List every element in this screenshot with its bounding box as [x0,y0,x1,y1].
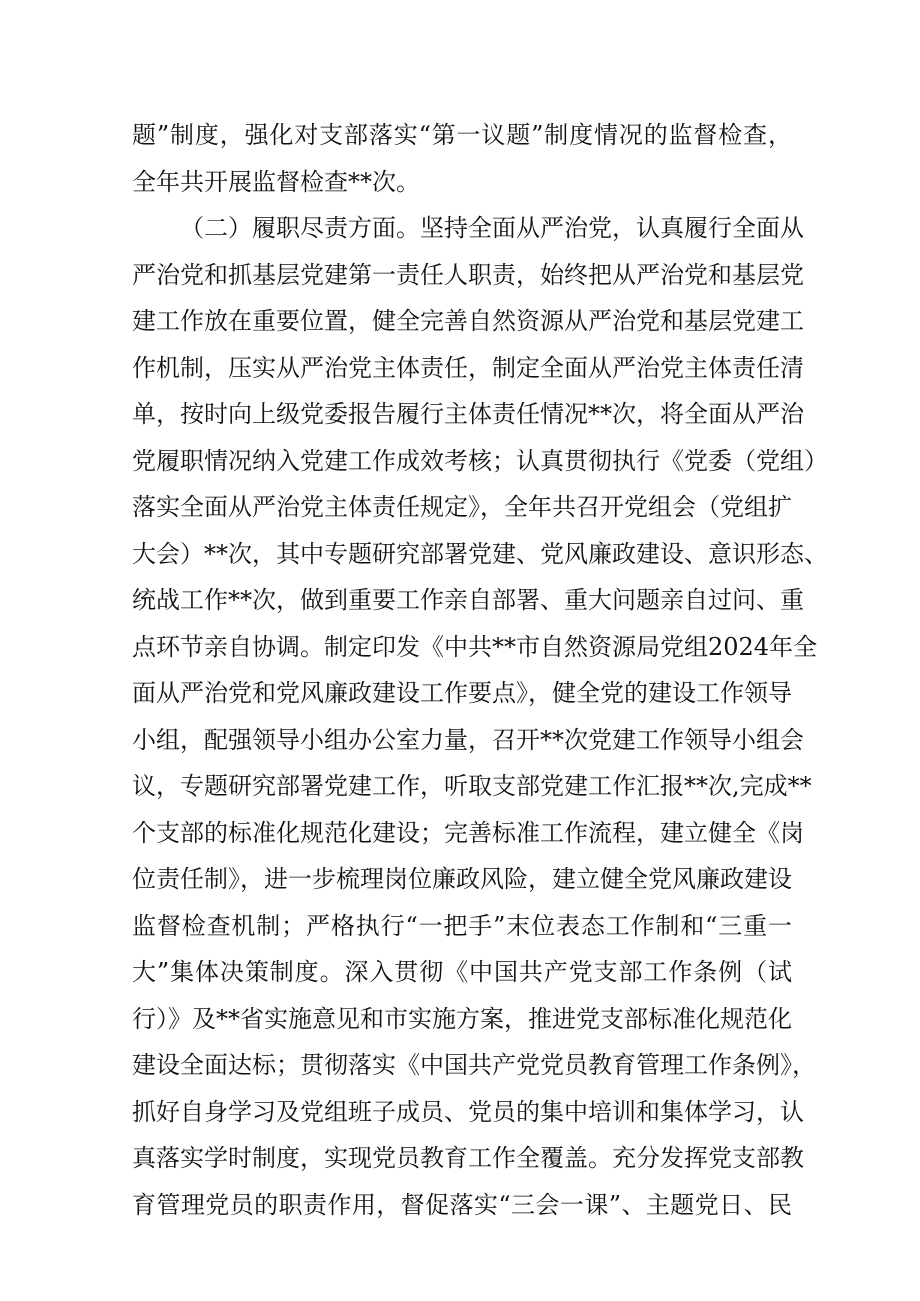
text-line: 行）》及**省实施意见和市实施方案，推进党支部标准化规范化 [132,1004,792,1033]
text-line: 抓好自身学习及党组班子成员、党员的集中培训和集体学习，认 [132,1097,804,1126]
text-line: 议，专题研究部署党建工作，听取支部党建工作汇报**次,完成** [132,772,812,800]
document-body [132,112,828,1228]
text-line: 个支部的标准化规范化建设；完善标准工作流程，建立健全《岗 [132,818,804,847]
text-line: 单，按时向上级党委报告履行主体责任情况**次，将全面从严治 [132,400,804,428]
text-line: 育管理党员的职责作用，督促落实“三会一课”、主题党日、民 [132,1190,792,1219]
text-line: 作机制，压实从严治党主体责任，制定全面从严治党主体责任清 [132,353,804,382]
text-line: 大会）**次，其中专题研究部署党建、党风廉政建设、意识形态、 [132,539,828,568]
text-line: 全年共开展监督检查**次。 [132,167,420,196]
text-line: 建设全面达标；贯彻落实《中国共产党党员教育管理工作条例》， [132,1051,816,1079]
text-line: 位责任制》，进一步梳理岗位廉政风险，建立健全党风廉政建设 [132,865,792,893]
text-line: 建工作放在重要位置，健全完善自然资源从严治党和基层党建工 [132,307,804,335]
text-line: 小组，配强领导小组办公室力量，召开**次党建工作领导小组会 [132,725,804,754]
text-line: 统战工作**次，做到重要工作亲自部署、重大问题亲自过问、重 [132,586,804,614]
text-line: 题”制度，强化对支部落实“第一议题”制度情况的监督检查， [132,121,792,149]
text-line: 严治党和抓基层党建第一责任人职责，始终把从严治党和基层党 [132,260,804,289]
text-line: 面从严治党和党风廉政建设工作要点》，健全党的建设工作领导 [132,679,792,707]
section-heading-line: （二）履职尽责方面。坚持全面从严治党，认真履行全面从 [180,214,804,242]
text-line: 真落实学时制度，实现党员教育工作全覆盖。充分发挥党支部教 [132,1144,804,1172]
text-line: 监督检查机制；严格执行“一把手”末位表态工作制和“三重一 [132,911,792,940]
text-line: 大”集体决策制度。深入贯彻《中国共产党支部工作条例（试 [132,958,792,986]
text-line: 党履职情况纳入党建工作成效考核；认真贯彻执行《党委（党组） [132,446,828,475]
text-line: 落实全面从严治党主体责任规定》，全年共召开党组会（党组扩 [132,493,792,521]
text-line: 点环节亲自协调。制定印发《中共**市自然资源局党组2024年全 [132,632,818,661]
